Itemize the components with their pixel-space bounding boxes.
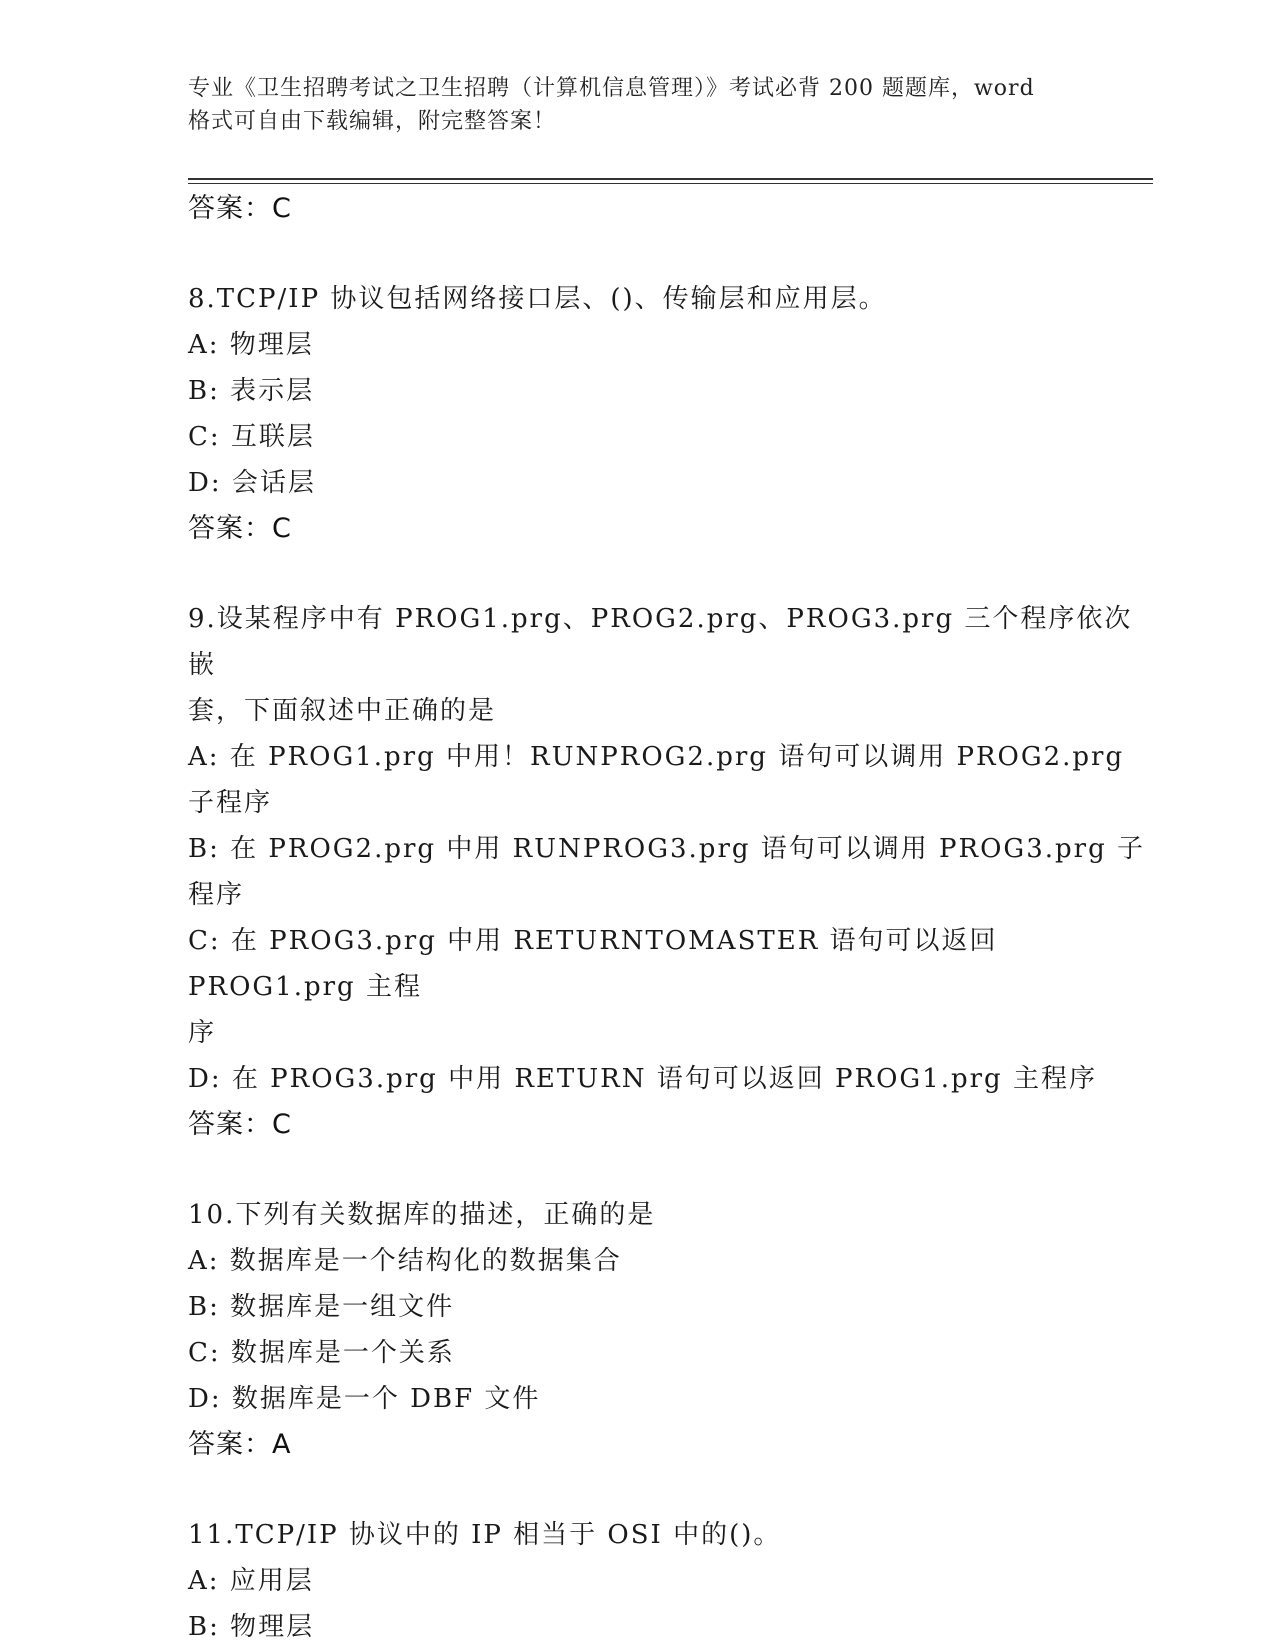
answer-line: 答案：C [188, 193, 292, 224]
question-stem-line: 套，下面叙述中正确的是 [188, 696, 497, 726]
option-line: B: 数据库是一组文件 [188, 1292, 455, 1322]
option-line: D: 数据库是一个 DBF 文件 [188, 1384, 541, 1414]
question-stem [188, 1192, 1148, 1238]
header-divider-thin [188, 183, 1153, 184]
option-b [188, 368, 1148, 414]
option-line: C: 互联层 [188, 422, 315, 452]
option-line: C: 数据库是一个关系 [188, 1338, 455, 1368]
question-stem-line: 11.TCP/IP 协议中的 IP 相当于 OSI 中的()。 [188, 1520, 782, 1550]
option-c [188, 918, 1148, 1056]
option-line: A: 物理层 [188, 330, 314, 360]
question-stem [188, 1512, 1148, 1558]
option-line: B: 物理层 [188, 1612, 315, 1642]
answer-line: 答案：C [188, 1109, 292, 1140]
answer-line: 答案：C [188, 513, 292, 544]
option-b [188, 826, 1148, 918]
question-stem [188, 596, 1148, 734]
question-stem-line: 8.TCP/IP 协议包括网络接口层、()、传输层和应用层。 [188, 284, 887, 314]
option-a [188, 1238, 1148, 1284]
header-line-1: 专业《卫生招聘考试之卫生招聘（计算机信息管理）》考试必背 200 题题库，word [188, 76, 1035, 101]
answer-line: 答案：A [188, 1429, 292, 1460]
question-item [188, 276, 1148, 552]
option-a [188, 734, 1148, 826]
option-a [188, 1558, 1148, 1604]
option-a [188, 322, 1148, 368]
option-d [188, 1376, 1148, 1422]
option-c [188, 414, 1148, 460]
option-line: C: 在 PROG3.prg 中用 RETURNTOMASTER 语句可以返回 PROG1.prg 主程 [188, 926, 998, 1002]
option-d [188, 1056, 1148, 1102]
option-line: A: 在 PROG1.prg 中用！RUNPROG2.prg 语句可以调用 PROG2.prg 子程序 [188, 742, 1125, 818]
question-item [188, 1192, 1148, 1468]
option-line: A: 数据库是一个结构化的数据集合 [188, 1246, 622, 1276]
option-line: A: 应用层 [188, 1566, 314, 1596]
question-item [188, 1512, 1148, 1650]
option-line: B: 表示层 [188, 376, 315, 406]
option-line: 序 [188, 1018, 217, 1048]
question-stem-line: 10.下列有关数据库的描述，正确的是 [188, 1200, 656, 1230]
option-line: D: 在 PROG3.prg 中用 RETURN 语句可以返回 PROG1.prg 主程序 [188, 1064, 1097, 1094]
question-stem-line: 9.设某程序中有 PROG1.prg、PROG2.prg、PROG3.prg 三个程序依次嵌 [188, 604, 1133, 680]
option-d [188, 460, 1148, 506]
header-divider-thick [188, 178, 1153, 180]
option-b [188, 1284, 1148, 1330]
option-line: B: 在 PROG2.prg 中用 RUNPROG3.prg 语句可以调用 PROG3.prg 子程序 [188, 834, 1145, 910]
option-c [188, 1330, 1148, 1376]
document-header [188, 72, 1088, 138]
question-list [188, 186, 1148, 1650]
option-b [188, 1604, 1148, 1650]
header-line-2: 格式可自由下载编辑，附完整答案！ [188, 109, 557, 134]
question-stem [188, 276, 1148, 322]
question-item [188, 596, 1148, 1148]
option-line: D: 会话层 [188, 468, 316, 498]
